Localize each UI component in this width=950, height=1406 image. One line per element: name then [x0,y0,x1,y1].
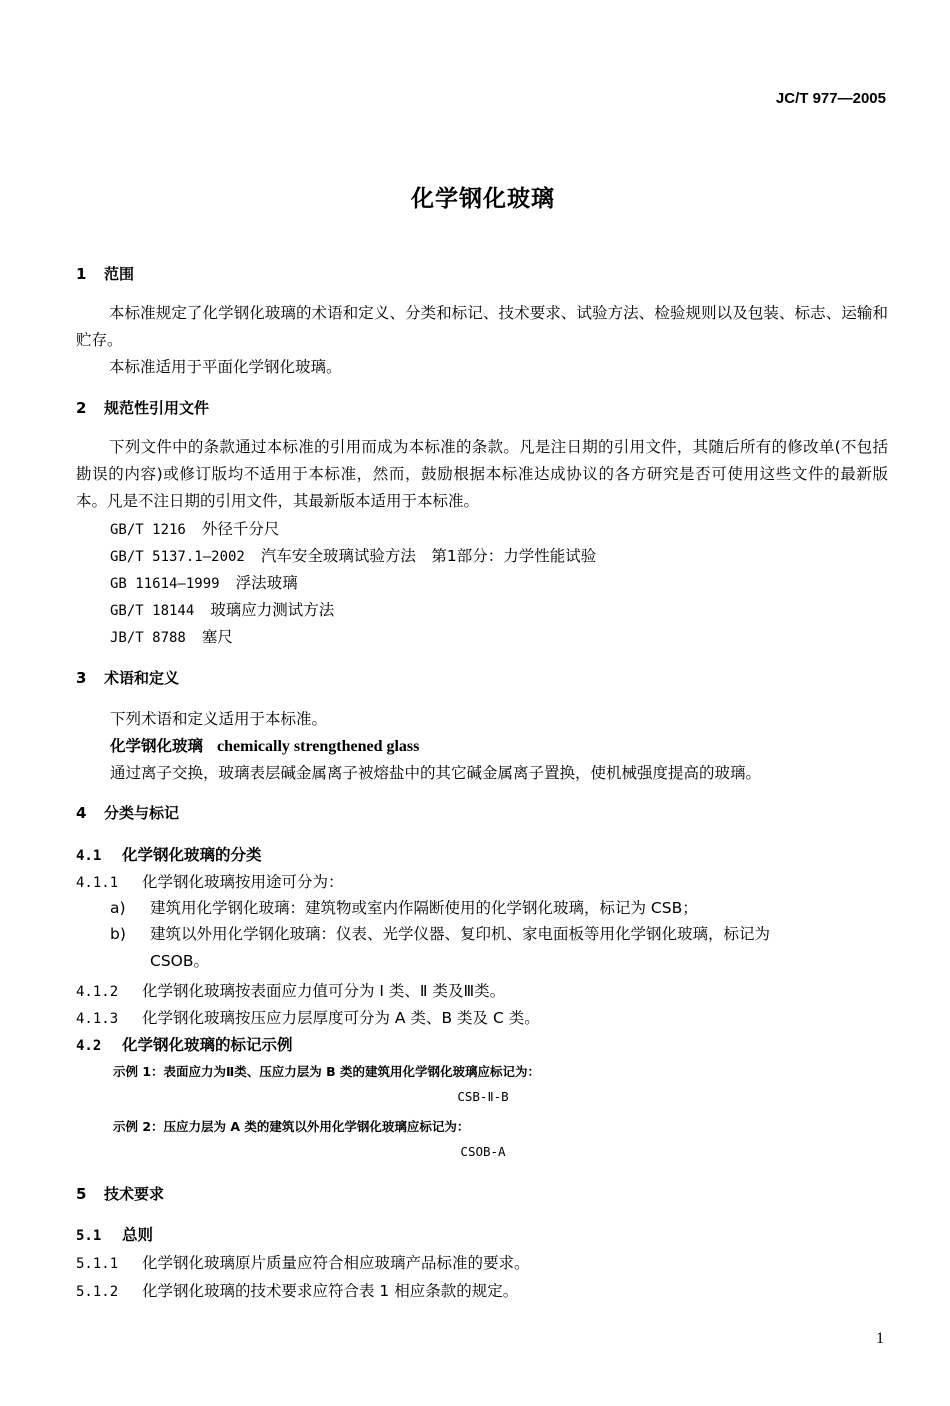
section-1-paragraph-2: 本标准适用于平面化学钢化玻璃。 [109,358,342,376]
section-3-heading [76,667,179,688]
section-number: 3 [76,669,87,687]
list-item-a [110,895,888,922]
subsection-number: 4.1 [76,848,102,864]
subsection-number: 5.1 [76,1228,102,1244]
reference-item [110,517,279,539]
example-2-value: CSOB-A [460,1144,506,1159]
reference-name: 塞尺 [201,628,233,646]
section-title: 分类与标记 [104,804,180,822]
section-title: 技术要求 [104,1185,165,1203]
section-3-intro: 下列术语和定义适用于本标准。 [110,710,328,728]
term-definition: 通过离子交换，玻璃表层碱金属离子被熔盐中的其它碱金属离子置换，使机械强度提高的玻璃。 [110,764,762,782]
reference-code: GB/T 1216 [110,522,186,538]
reference-item [110,625,233,647]
list-text: 建筑以外用化学钢化玻璃：仪表、光学仪器、复印机、家电面板等用化学钢化玻璃，标记为 [150,925,771,943]
page-title: 化学钢化玻璃 [411,186,555,212]
term-chinese: 化学钢化玻璃 [110,737,204,755]
section-number: 4 [76,804,87,822]
subsection-title: 总则 [122,1226,154,1244]
clause-text: 化学钢化玻璃原片质量应符合相应玻璃产品标准的要求。 [142,1254,530,1272]
clause-number: 4.1.2 [76,984,119,1000]
section-2-heading [76,397,209,418]
document-code: JC/T 977—2005 [775,90,886,107]
subsection-title: 化学钢化玻璃的分类 [122,846,262,864]
section-5-heading [76,1183,164,1204]
section-4-heading [76,802,179,823]
term-entry [110,734,419,756]
section-number: 2 [76,399,87,417]
example-2: 示例 2：压应力层为 A 类的建筑以外用化学钢化玻璃应标记为： [113,1119,470,1134]
clause-text: 化学钢化玻璃按表面应力值可分为 Ⅰ 类、Ⅱ 类及Ⅲ类。 [142,982,506,1000]
subsection-4-2 [76,1033,293,1055]
section-1-paragraph-1: 本标准规定了化学钢化玻璃的术语和定义、分类和标记、技术要求、试验方法、检验规则以及包装、标志、运输和贮存。 [76,304,888,349]
section-number: 5 [76,1185,87,1203]
section-title: 术语和定义 [104,669,180,687]
clause-text: 化学钢化玻璃按压应力层厚度可分为 A 类、B 类及 C 类。 [142,1009,540,1027]
reference-code: GB/T 5137.1—2002 [110,549,245,565]
clause-text: 化学钢化玻璃的技术要求应符合表 1 相应条款的规定。 [142,1282,519,1300]
list-text-continuation: CSOB。 [150,952,209,970]
clause-number: 4.1.3 [76,1011,119,1027]
clause-number: 5.1.1 [76,1256,119,1272]
clause-number: 4.1.1 [76,875,119,891]
clause-5-1-2 [76,1279,518,1301]
list-item-b [110,921,888,975]
list-text: 建筑用化学钢化玻璃：建筑物或室内作隔断使用的化学钢化玻璃，标记为 CSB； [150,899,698,917]
section-title: 规范性引用文件 [104,399,210,417]
subsection-5-1 [76,1223,153,1245]
reference-item [110,544,596,566]
clause-number: 5.1.2 [76,1284,119,1300]
reference-name: 外径千分尺 [201,520,280,538]
term-english: chemically strengthened glass [217,738,420,755]
list-marker: b) [110,925,126,943]
reference-code: GB/T 18144 [110,603,195,619]
reference-item [110,571,298,593]
example-1-value: CSB-Ⅱ-B [457,1089,509,1104]
example-1: 示例 1：表面应力为Ⅱ类、压应力层为 B 类的建筑用化学钢化玻璃应标记为： [113,1064,541,1079]
reference-name: 汽车安全玻璃试验方法 第1部分：力学性能试验 [260,547,597,565]
clause-4-1-2 [76,979,505,1001]
section-1-heading [76,263,134,284]
clause-4-1-3 [76,1006,540,1028]
reference-name: 玻璃应力测试方法 [210,601,335,619]
reference-code: JB/T 8788 [110,630,186,646]
clause-text: 化学钢化玻璃按用途可分为： [142,873,344,891]
page-number: 1 [876,1330,884,1347]
list-marker: a) [110,899,126,917]
section-title: 范围 [104,265,135,283]
clause-4-1-1 [76,870,344,892]
subsection-title: 化学钢化玻璃的标记示例 [122,1036,293,1054]
section-number: 1 [76,265,87,283]
reference-name: 浮法玻璃 [235,574,298,592]
reference-code: GB 11614—1999 [110,576,220,592]
section-2-paragraph-1: 下列文件中的条款通过本标准的引用而成为本标准的条款。凡是注日期的引用文件，其随后所有的修改单(不包括勘误的内容)或修订版均不适用于本标准，然而，鼓励根据本标准达成协议的各方研究是否可使用这些文件的最新版本。凡是不注日期的引用文件，其最新版本适用于本标准。 [76,438,888,510]
subsection-4-1 [76,843,262,865]
subsection-number: 4.2 [76,1038,102,1054]
clause-5-1-1 [76,1251,530,1273]
reference-item [110,598,334,620]
